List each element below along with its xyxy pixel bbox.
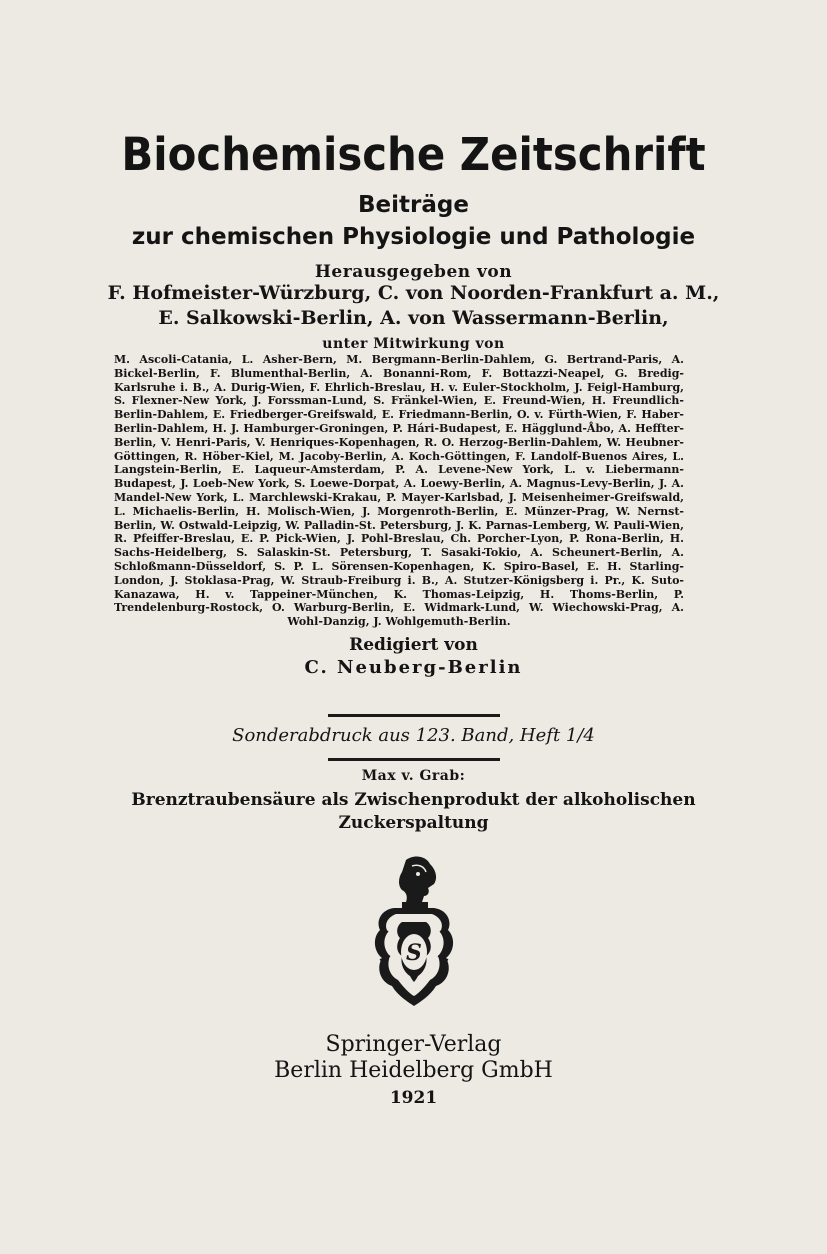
subtitle-line-2: zur chemischen Physiologie und Pathologie: [131, 224, 696, 250]
divider-top: [328, 714, 500, 717]
svg-text:S: S: [406, 940, 422, 966]
editors-line-1: F. Hofmeister-Würzburg, C. von Noorden-Frankfurt a. M.,: [107, 282, 720, 304]
publication-year: 1921: [389, 1088, 438, 1108]
divider-bottom: [328, 758, 500, 761]
springer-horse-logo-icon: [366, 852, 462, 1012]
journal-title: Biochemische Zeitschrift: [121, 128, 706, 181]
sonderabdruck-note: Sonderabdruck aus 123. Band, Heft 1/4: [232, 725, 595, 746]
herausgegeben-label: Herausgegeben von: [314, 262, 513, 282]
mitwirkung-label: unter Mitwirkung von: [322, 336, 505, 352]
redakteur-name: C. Neuberg-Berlin: [304, 657, 523, 678]
redigiert-label: Redigiert von: [349, 635, 478, 655]
publisher-location: Berlin Heidelberg GmbH: [274, 1058, 553, 1083]
editors-line-2: E. Salkowski-Berlin, A. von Wassermann-Berlin,: [158, 307, 669, 329]
publisher-name: Springer-Verlag: [325, 1032, 502, 1057]
subtitle-line-1: Beiträge: [358, 192, 469, 218]
article-title-line-1: Brenztraubensäure als Zwischenprodukt der alkoholischen: [131, 790, 696, 810]
article-author: Max v. Grab:: [361, 768, 466, 784]
article-title-line-2: Zuckerspaltung: [338, 813, 489, 833]
collaborators-list: M. Ascoli-Catania, L. Asher-Bern, M. Bergmann-Berlin-Dahlem, G. Bertrand-Paris, A. Bickel-Berlin, F. Blumenthal-Berlin, A. Bonanni-Rom, F. Bottazzi-Neapel, G. Bredig-Karlsruhe i. B., A. Durig-Wien, F. Ehrlich-Breslau, H. v. Euler-Stockholm, J. Feigl-Hamburg, S. Flexner-New York, J. Forssman-Lund, S. Fränkel-Wien, E. Freund-Wien, H. Freundlich-Berlin-Dahlem, E. Friedberger-Greifswald, E. Friedmann-Berlin, O. v. Fürth-Wien, F. Haber-Berlin-Dahlem, H. J. Hamburger-Groningen, P. Hári-Budapest, E. Hägglund-Åbo, A. Heffter-Berlin, V. Henri-Paris, V. Henriques-Kopenhagen, R. O. Herzog-Berlin-Dahlem, W. Heubner-Göttingen, R. Höber-Kiel, M. Jacoby-Berlin, A. Koch-Göttingen, F. Landolf-Buenos Aires, L. Langstein-Berlin, E. Laqueur-Amsterdam, P. A. Levene-New York, L. v. Liebermann-Budapest, J. Loeb-New York, S. Loewe-Dorpat, A. Loewy-Berlin, A. Magnus-Levy-Berlin, J. A. Mandel-New York, L. Marchlewski-Krakau, P. Mayer-Karlsbad, J. Meisenheimer-Greifswald, L. Michaelis-Berlin, H. Molisch-Wien, J. Morgenroth-Berlin, E. Münzer-Prag, W. Nernst-Berlin, W. Ostwald-Leipzig, W. Palladin-St. Petersburg, J. K. Parnas-Lemberg, W. Pauli-Wien, R. Pfeiffer-Breslau, E. P. Pick-Wien, J. Pohl-Breslau, Ch. Porcher-Lyon, P. Rona-Berlin, H. Sachs-Heidelberg, S. Salaskin-St. Petersburg, T. Sasaki-Tokio, A. Scheunert-Berlin, A. Schloßmann-Düsseldorf, S. P. L. Sörensen-Kopenhagen, K. Spiro-Basel, E. H. Starling-London, J. Stoklasa-Prag, W. Straub-Freiburg i. B., A. Stutzer-Königsberg i. Pr., K. Suto-Kanazawa, H. v. Tappeiner-München, K. Thomas-Leipzig, H. Thoms-Berlin, P. Trendelenburg-Rostock, O. Warburg-Berlin, E. Widmark-Lund, W. Wiechowski-Prag, A. Wohl-Danzig, J. Wohlgemuth-Berlin.: [114, 353, 684, 629]
